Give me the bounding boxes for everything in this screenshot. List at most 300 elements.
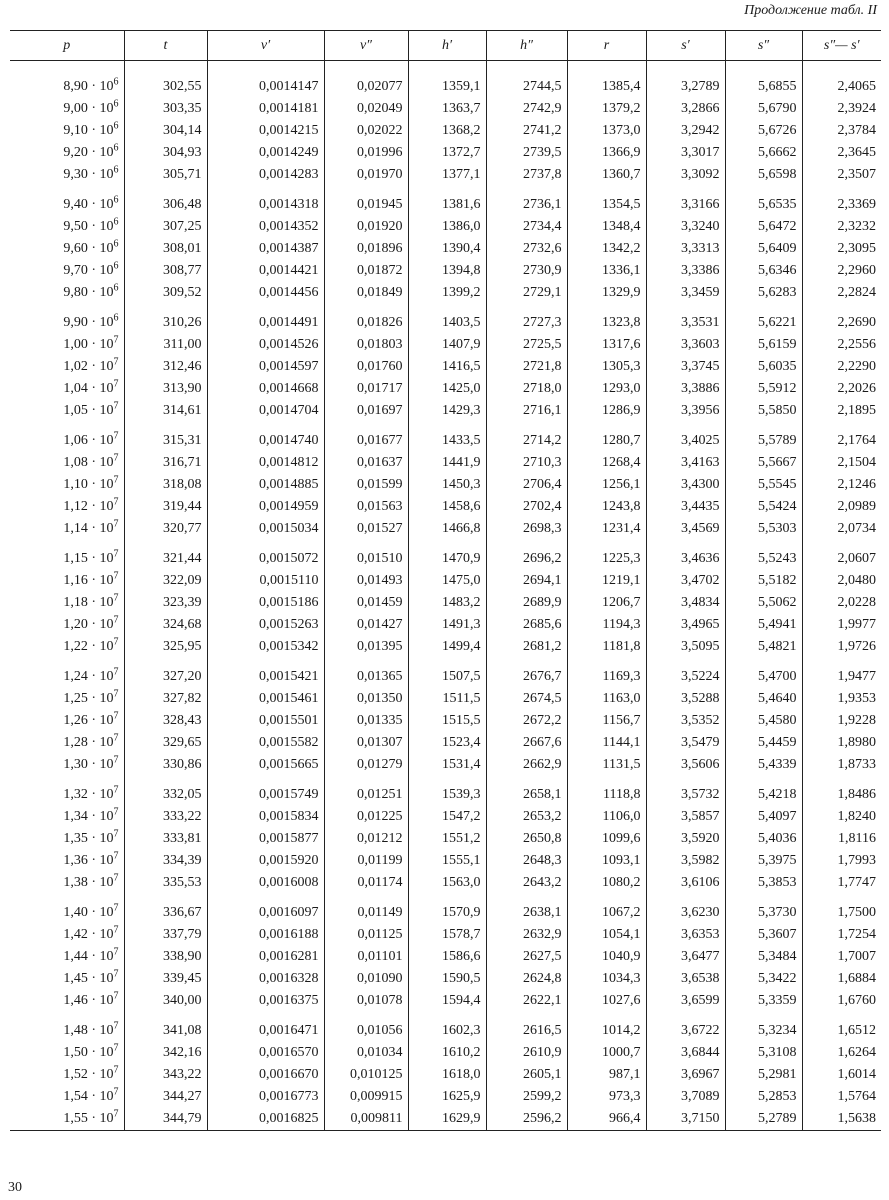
value-cell: 2,1504 xyxy=(802,452,881,474)
table-row xyxy=(10,688,881,710)
value-cell: 0,01056 xyxy=(324,1020,408,1042)
value-cell: 1118,8 xyxy=(567,784,646,806)
value-cell: 2632,9 xyxy=(486,924,567,946)
multiply-dot: · 10 xyxy=(87,1045,114,1060)
value-cell: 1080,2 xyxy=(567,872,646,894)
value-cell: 0,01279 xyxy=(324,754,408,776)
pressure-exponent: 6 xyxy=(113,260,119,272)
value-cell: 323,39 xyxy=(124,592,207,614)
value-cell: 3,3603 xyxy=(646,334,725,356)
value-cell: 3,6844 xyxy=(646,1042,725,1064)
value-cell: 1,6760 xyxy=(802,990,881,1012)
value-cell: 1,9726 xyxy=(802,636,881,658)
pressure-mantissa: 1,25 xyxy=(63,691,88,706)
value-cell: 0,0016188 xyxy=(207,924,324,946)
value-cell: 1169,3 xyxy=(567,666,646,688)
pressure-cell xyxy=(10,400,124,422)
value-cell: 2718,0 xyxy=(486,378,567,400)
value-cell: 1433,5 xyxy=(408,430,486,452)
pressure-cell xyxy=(10,120,124,142)
value-cell: 1372,7 xyxy=(408,142,486,164)
pressure-cell xyxy=(10,334,124,356)
multiply-dot: · 10 xyxy=(87,927,114,942)
value-cell: 0,01307 xyxy=(324,732,408,754)
multiply-dot: · 10 xyxy=(87,551,114,566)
value-cell: 1,9228 xyxy=(802,710,881,732)
group-spacer xyxy=(10,61,881,77)
value-cell: 3,6967 xyxy=(646,1064,725,1086)
pressure-exponent: 7 xyxy=(113,850,119,862)
pressure-mantissa: 1,46 xyxy=(63,993,88,1008)
multiply-dot: · 10 xyxy=(87,337,114,352)
value-cell: 3,5479 xyxy=(646,732,725,754)
pressure-exponent: 7 xyxy=(113,902,119,914)
value-cell: 1,5638 xyxy=(802,1108,881,1131)
value-cell: 5,3484 xyxy=(725,946,802,968)
pressure-exponent: 7 xyxy=(113,710,119,722)
page-number: 30 xyxy=(8,1180,22,1195)
multiply-dot: · 10 xyxy=(87,831,114,846)
pressure-mantissa: 1,26 xyxy=(63,713,88,728)
value-cell: 1586,6 xyxy=(408,946,486,968)
multiply-dot: · 10 xyxy=(87,455,114,470)
table-row xyxy=(10,400,881,422)
value-cell: 5,4640 xyxy=(725,688,802,710)
pressure-cell xyxy=(10,710,124,732)
value-cell: 3,5288 xyxy=(646,688,725,710)
value-cell: 332,05 xyxy=(124,784,207,806)
table-row xyxy=(10,636,881,658)
value-cell: 2710,3 xyxy=(486,452,567,474)
value-cell: 325,95 xyxy=(124,636,207,658)
value-cell: 1618,0 xyxy=(408,1064,486,1086)
value-cell: 3,6722 xyxy=(646,1020,725,1042)
multiply-dot: · 10 xyxy=(87,521,114,536)
value-cell: 5,6035 xyxy=(725,356,802,378)
multiply-dot: · 10 xyxy=(87,617,114,632)
pressure-cell xyxy=(10,754,124,776)
table-row xyxy=(10,496,881,518)
value-cell: 303,35 xyxy=(124,98,207,120)
value-cell: 306,48 xyxy=(124,194,207,216)
value-cell: 1551,2 xyxy=(408,828,486,850)
pressure-cell xyxy=(10,1064,124,1086)
value-cell: 313,90 xyxy=(124,378,207,400)
pressure-mantissa: 1,40 xyxy=(63,905,88,920)
value-cell: 3,3745 xyxy=(646,356,725,378)
table-row xyxy=(10,990,881,1012)
value-cell: 1243,8 xyxy=(567,496,646,518)
pressure-mantissa: 1,24 xyxy=(63,669,88,684)
value-cell: 3,4965 xyxy=(646,614,725,636)
value-cell: 336,67 xyxy=(124,902,207,924)
pressure-cell xyxy=(10,194,124,216)
pressure-cell xyxy=(10,216,124,238)
table-row xyxy=(10,924,881,946)
pressure-exponent: 7 xyxy=(113,614,119,626)
value-cell: 2667,6 xyxy=(486,732,567,754)
value-cell: 340,00 xyxy=(124,990,207,1012)
value-cell: 3,3017 xyxy=(646,142,725,164)
pressure-mantissa: 1,44 xyxy=(63,949,88,964)
value-cell: 0,0015749 xyxy=(207,784,324,806)
value-cell: 5,6535 xyxy=(725,194,802,216)
pressure-cell xyxy=(10,806,124,828)
pressure-cell xyxy=(10,990,124,1012)
multiply-dot: · 10 xyxy=(87,285,114,300)
pressure-mantissa: 1,20 xyxy=(63,617,88,632)
value-cell: 2702,4 xyxy=(486,496,567,518)
pressure-cell xyxy=(10,430,124,452)
value-cell: 0,0016670 xyxy=(207,1064,324,1086)
value-cell: 308,01 xyxy=(124,238,207,260)
value-cell: 5,4700 xyxy=(725,666,802,688)
pressure-cell xyxy=(10,548,124,570)
value-cell: 2,0228 xyxy=(802,592,881,614)
value-cell: 3,5224 xyxy=(646,666,725,688)
pressure-cell xyxy=(10,946,124,968)
multiply-dot: · 10 xyxy=(87,403,114,418)
value-cell: 5,2789 xyxy=(725,1108,802,1131)
value-cell: 308,77 xyxy=(124,260,207,282)
table-row xyxy=(10,518,881,540)
multiply-dot: · 10 xyxy=(87,477,114,492)
value-cell: 2676,7 xyxy=(486,666,567,688)
value-cell: 0,0014491 xyxy=(207,312,324,334)
value-cell: 3,4834 xyxy=(646,592,725,614)
pressure-mantissa: 1,15 xyxy=(63,551,88,566)
value-cell: 3,4636 xyxy=(646,548,725,570)
value-cell: 0,0015920 xyxy=(207,850,324,872)
value-cell: 1156,7 xyxy=(567,710,646,732)
table-row xyxy=(10,968,881,990)
value-cell: 1407,9 xyxy=(408,334,486,356)
value-cell: 5,3730 xyxy=(725,902,802,924)
pressure-cell xyxy=(10,378,124,400)
multiply-dot: · 10 xyxy=(87,1067,114,1082)
value-cell: 2,3232 xyxy=(802,216,881,238)
value-cell: 2,2690 xyxy=(802,312,881,334)
value-cell: 0,01637 xyxy=(324,452,408,474)
value-cell: 3,3092 xyxy=(646,164,725,186)
table-row xyxy=(10,592,881,614)
pressure-mantissa: 1,32 xyxy=(63,787,88,802)
pressure-mantissa: 1,48 xyxy=(63,1023,88,1038)
value-cell: 2721,8 xyxy=(486,356,567,378)
value-cell: 0,01803 xyxy=(324,334,408,356)
value-cell: 0,0016328 xyxy=(207,968,324,990)
value-cell: 2,0480 xyxy=(802,570,881,592)
value-cell: 3,3313 xyxy=(646,238,725,260)
value-cell: 2685,6 xyxy=(486,614,567,636)
pressure-mantissa: 1,00 xyxy=(63,337,88,352)
value-cell: 5,5182 xyxy=(725,570,802,592)
multiply-dot: · 10 xyxy=(87,145,114,160)
value-cell: 0,0014283 xyxy=(207,164,324,186)
pressure-mantissa: 1,35 xyxy=(63,831,88,846)
value-cell: 1602,3 xyxy=(408,1020,486,1042)
value-cell: 1163,0 xyxy=(567,688,646,710)
pressure-cell xyxy=(10,312,124,334)
value-cell: 2696,2 xyxy=(486,548,567,570)
value-cell: 5,6409 xyxy=(725,238,802,260)
value-cell: 1373,0 xyxy=(567,120,646,142)
table-row xyxy=(10,142,881,164)
value-cell: 2658,1 xyxy=(486,784,567,806)
value-cell: 0,01599 xyxy=(324,474,408,496)
pressure-exponent: 7 xyxy=(113,784,119,796)
pressure-cell xyxy=(10,850,124,872)
value-cell: 0,01078 xyxy=(324,990,408,1012)
value-cell: 1390,4 xyxy=(408,238,486,260)
pressure-mantissa: 9,80 xyxy=(63,285,88,300)
value-cell: 0,01760 xyxy=(324,356,408,378)
pressure-exponent: 6 xyxy=(113,76,119,88)
value-cell: 1,7993 xyxy=(802,850,881,872)
value-cell: 1425,0 xyxy=(408,378,486,400)
value-cell: 0,0015461 xyxy=(207,688,324,710)
pressure-exponent: 7 xyxy=(113,474,119,486)
value-cell: 3,2789 xyxy=(646,76,725,98)
value-cell: 3,6230 xyxy=(646,902,725,924)
table-row xyxy=(10,312,881,334)
value-cell: 1483,2 xyxy=(408,592,486,614)
value-cell: 2627,5 xyxy=(486,946,567,968)
value-cell: 1,5764 xyxy=(802,1086,881,1108)
value-cell: 1,9477 xyxy=(802,666,881,688)
value-cell: 0,0015263 xyxy=(207,614,324,636)
value-cell: 1231,4 xyxy=(567,518,646,540)
value-cell: 2734,4 xyxy=(486,216,567,238)
pressure-cell xyxy=(10,1042,124,1064)
value-cell: 0,01896 xyxy=(324,238,408,260)
pressure-exponent: 6 xyxy=(113,142,119,154)
pressure-mantissa: 1,38 xyxy=(63,875,88,890)
pressure-exponent: 7 xyxy=(113,732,119,744)
value-cell: 1348,4 xyxy=(567,216,646,238)
value-cell: 309,52 xyxy=(124,282,207,304)
value-cell: 0,0016375 xyxy=(207,990,324,1012)
value-cell: 0,0014526 xyxy=(207,334,324,356)
value-cell: 302,55 xyxy=(124,76,207,98)
value-cell: 1181,8 xyxy=(567,636,646,658)
value-cell: 5,3607 xyxy=(725,924,802,946)
value-cell: 0,0014318 xyxy=(207,194,324,216)
value-cell: 0,01335 xyxy=(324,710,408,732)
value-cell: 1511,5 xyxy=(408,688,486,710)
value-cell: 2739,5 xyxy=(486,142,567,164)
value-cell: 0,009915 xyxy=(324,1086,408,1108)
value-cell: 5,5424 xyxy=(725,496,802,518)
value-cell: 1,6512 xyxy=(802,1020,881,1042)
table-row xyxy=(10,710,881,732)
value-cell: 5,4218 xyxy=(725,784,802,806)
value-cell: 1381,6 xyxy=(408,194,486,216)
value-cell: 0,01697 xyxy=(324,400,408,422)
value-cell: 0,0014147 xyxy=(207,76,324,98)
value-cell: 5,6855 xyxy=(725,76,802,98)
value-cell: 1268,4 xyxy=(567,452,646,474)
value-cell: 2729,1 xyxy=(486,282,567,304)
value-cell: 1,8733 xyxy=(802,754,881,776)
pressure-exponent: 7 xyxy=(113,518,119,530)
column-header: s″ xyxy=(725,31,802,61)
pressure-mantissa: 1,22 xyxy=(63,639,88,654)
table-body xyxy=(10,61,881,1131)
value-cell: 2741,2 xyxy=(486,120,567,142)
value-cell: 5,5062 xyxy=(725,592,802,614)
column-header: s″— s′ xyxy=(802,31,881,61)
value-cell: 0,01174 xyxy=(324,872,408,894)
pressure-cell xyxy=(10,570,124,592)
value-cell: 5,2853 xyxy=(725,1086,802,1108)
value-cell: 1280,7 xyxy=(567,430,646,452)
table-row xyxy=(10,120,881,142)
value-cell: 0,01427 xyxy=(324,614,408,636)
value-cell: 1555,1 xyxy=(408,850,486,872)
value-cell: 5,3108 xyxy=(725,1042,802,1064)
value-cell: 2,3645 xyxy=(802,142,881,164)
pressure-exponent: 7 xyxy=(113,570,119,582)
multiply-dot: · 10 xyxy=(87,787,114,802)
value-cell: 2736,1 xyxy=(486,194,567,216)
value-cell: 1360,7 xyxy=(567,164,646,186)
value-cell: 1458,6 xyxy=(408,496,486,518)
pressure-exponent: 7 xyxy=(113,496,119,508)
value-cell: 2737,8 xyxy=(486,164,567,186)
value-cell: 5,6221 xyxy=(725,312,802,334)
value-cell: 0,0015834 xyxy=(207,806,324,828)
value-cell: 0,009811 xyxy=(324,1108,408,1131)
pressure-cell xyxy=(10,968,124,990)
value-cell: 1225,3 xyxy=(567,548,646,570)
pressure-exponent: 7 xyxy=(113,754,119,766)
value-cell: 1547,2 xyxy=(408,806,486,828)
pressure-mantissa: 1,08 xyxy=(63,455,88,470)
value-cell: 316,71 xyxy=(124,452,207,474)
value-cell: 322,09 xyxy=(124,570,207,592)
value-cell: 0,01493 xyxy=(324,570,408,592)
table-row xyxy=(10,666,881,688)
value-cell: 3,6538 xyxy=(646,968,725,990)
value-cell: 966,4 xyxy=(567,1108,646,1131)
pressure-exponent: 7 xyxy=(113,636,119,648)
table-row xyxy=(10,164,881,186)
pressure-mantissa: 1,54 xyxy=(63,1089,88,1104)
value-cell: 3,6353 xyxy=(646,924,725,946)
value-cell: 3,2866 xyxy=(646,98,725,120)
value-cell: 324,68 xyxy=(124,614,207,636)
pressure-cell xyxy=(10,1020,124,1042)
value-cell: 1,7254 xyxy=(802,924,881,946)
pressure-cell xyxy=(10,924,124,946)
table-row xyxy=(10,806,881,828)
table-row xyxy=(10,548,881,570)
value-cell: 0,0014812 xyxy=(207,452,324,474)
group-spacer xyxy=(10,540,881,548)
value-cell: 3,3886 xyxy=(646,378,725,400)
value-cell: 2,0607 xyxy=(802,548,881,570)
value-cell: 3,5857 xyxy=(646,806,725,828)
value-cell: 1475,0 xyxy=(408,570,486,592)
column-header: v″ xyxy=(324,31,408,61)
value-cell: 1,8116 xyxy=(802,828,881,850)
multiply-dot: · 10 xyxy=(87,853,114,868)
value-cell: 304,93 xyxy=(124,142,207,164)
value-cell: 1099,6 xyxy=(567,828,646,850)
value-cell: 315,31 xyxy=(124,430,207,452)
pressure-mantissa: 1,55 xyxy=(63,1111,88,1126)
group-spacer xyxy=(10,776,881,784)
value-cell: 2,3095 xyxy=(802,238,881,260)
value-cell: 1385,4 xyxy=(567,76,646,98)
pressure-cell xyxy=(10,282,124,304)
value-cell: 2,2026 xyxy=(802,378,881,400)
value-cell: 1014,2 xyxy=(567,1020,646,1042)
table-row xyxy=(10,216,881,238)
value-cell: 0,01510 xyxy=(324,548,408,570)
table-row xyxy=(10,614,881,636)
value-cell: 0,0015582 xyxy=(207,732,324,754)
value-cell: 304,14 xyxy=(124,120,207,142)
pressure-mantissa: 1,05 xyxy=(63,403,88,418)
value-cell: 0,0016773 xyxy=(207,1086,324,1108)
value-cell: 1403,5 xyxy=(408,312,486,334)
value-cell: 1,6014 xyxy=(802,1064,881,1086)
pressure-cell xyxy=(10,164,124,186)
pressure-exponent: 7 xyxy=(113,452,119,464)
value-cell: 0,0014249 xyxy=(207,142,324,164)
value-cell: 1539,3 xyxy=(408,784,486,806)
value-cell: 2672,2 xyxy=(486,710,567,732)
table-row xyxy=(10,194,881,216)
pressure-exponent: 7 xyxy=(113,430,119,442)
pressure-mantissa: 9,00 xyxy=(63,101,88,116)
pressure-mantissa: 9,20 xyxy=(63,145,88,160)
value-cell: 1,9353 xyxy=(802,688,881,710)
value-cell: 1144,1 xyxy=(567,732,646,754)
value-cell: 2616,5 xyxy=(486,1020,567,1042)
group-spacer xyxy=(10,186,881,194)
pressure-mantissa: 1,12 xyxy=(63,499,88,514)
value-cell: 2,0734 xyxy=(802,518,881,540)
table-row xyxy=(10,1086,881,1108)
value-cell: 1,7747 xyxy=(802,872,881,894)
pressure-exponent: 6 xyxy=(113,194,119,206)
value-cell: 1,6884 xyxy=(802,968,881,990)
value-cell: 329,65 xyxy=(124,732,207,754)
table-row xyxy=(10,828,881,850)
multiply-dot: · 10 xyxy=(87,359,114,374)
pressure-exponent: 7 xyxy=(113,806,119,818)
pressure-mantissa: 1,10 xyxy=(63,477,88,492)
pressure-cell xyxy=(10,902,124,924)
value-cell: 1570,9 xyxy=(408,902,486,924)
column-header: h″ xyxy=(486,31,567,61)
value-cell: 0,01101 xyxy=(324,946,408,968)
pressure-cell xyxy=(10,452,124,474)
value-cell: 1,8980 xyxy=(802,732,881,754)
value-cell: 314,61 xyxy=(124,400,207,422)
column-header: h′ xyxy=(408,31,486,61)
table-row xyxy=(10,902,881,924)
table-row xyxy=(10,378,881,400)
pressure-cell xyxy=(10,98,124,120)
value-cell: 3,4163 xyxy=(646,452,725,474)
value-cell: 327,82 xyxy=(124,688,207,710)
value-cell: 3,5732 xyxy=(646,784,725,806)
pressure-mantissa: 1,16 xyxy=(63,573,88,588)
